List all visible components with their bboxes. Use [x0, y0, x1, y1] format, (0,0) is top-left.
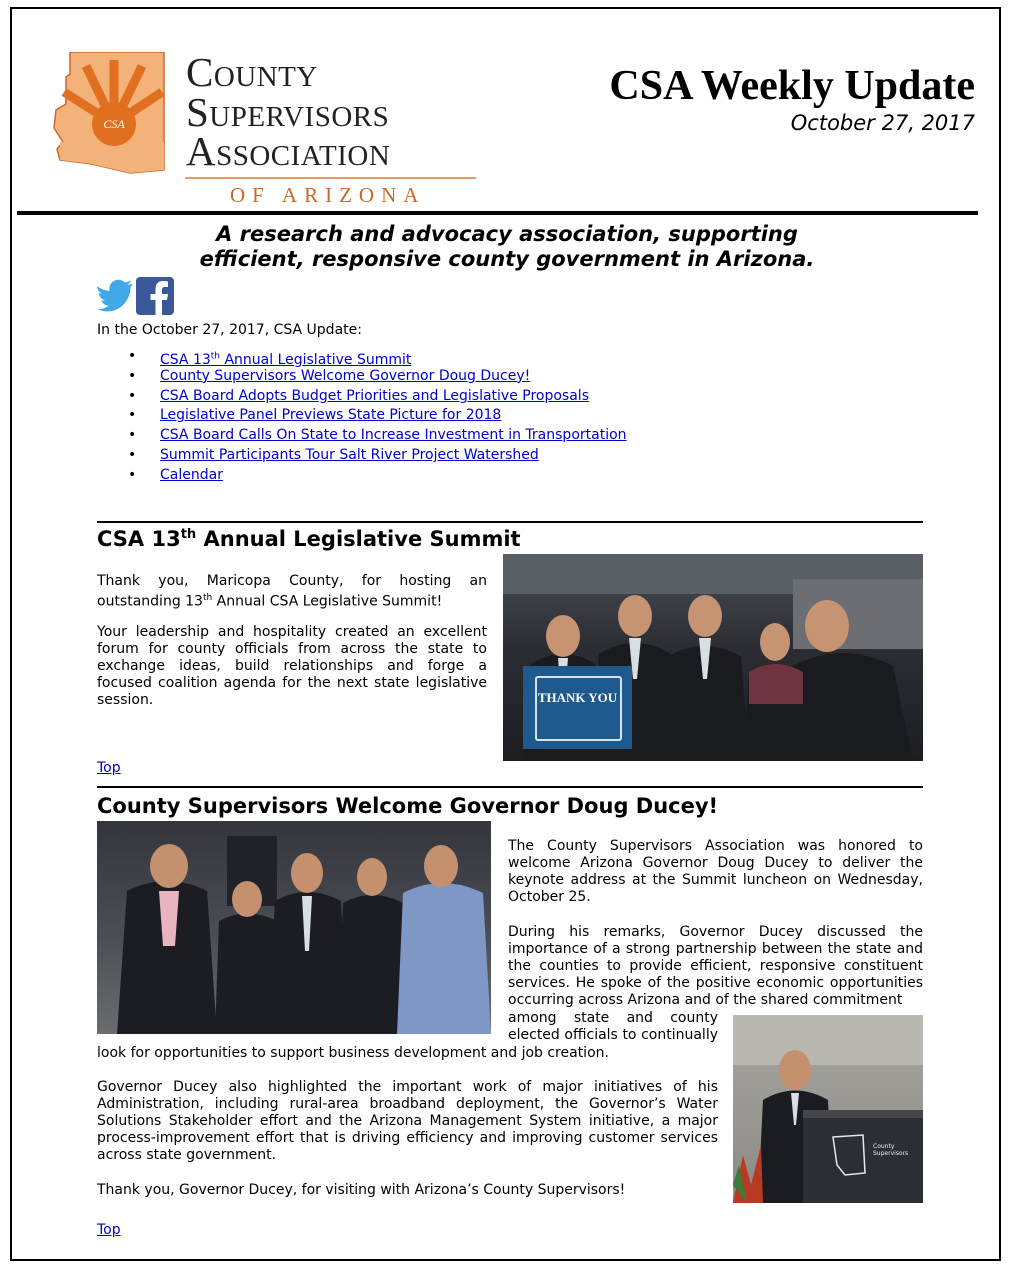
- podium-photo-scene: [733, 1015, 923, 1203]
- toc-intro: In the October 27, 2017, CSA Update:: [97, 322, 362, 338]
- newsletter-date: October 27, 2017: [790, 111, 975, 135]
- list-item: [97, 347, 627, 367]
- header-divider: [17, 211, 978, 215]
- governor-paragraph-4: Thank you, Governor Ducey, for visiting with Arizona’s County Supervisors!: [97, 1182, 626, 1198]
- logo-line-association: Association: [186, 128, 391, 174]
- logo-line-supervisors: Supervisors: [186, 89, 390, 135]
- tagline: [0, 222, 1014, 272]
- toc-link-summit[interactable]: CSA 13th Annual Legislative Summit: [160, 351, 412, 368]
- toc-link-budget[interactable]: CSA Board Adopts Budget Priorities and Legislative Proposals: [160, 387, 589, 404]
- logo-of-arizona: OF ARIZONA: [230, 183, 426, 207]
- governor-paragraph-2b: among state and county elected officials to continually: [508, 1010, 718, 1043]
- section-divider: [97, 521, 923, 523]
- list-item: [97, 367, 627, 387]
- list-item: [97, 426, 627, 446]
- governor-paragraph-2c: look for opportunities to support business development and job creation.: [97, 1045, 609, 1061]
- logo-divider: [185, 177, 476, 179]
- toc-list: [97, 347, 627, 486]
- logo-line-county: County: [186, 49, 318, 95]
- list-item: [97, 446, 627, 466]
- tagline-line-1: A research and advocacy association, supporting: [216, 222, 798, 246]
- section-divider: [97, 786, 923, 788]
- list-item: [97, 406, 627, 426]
- tagline-line-2: efficient, responsive county government in Arizona.: [199, 247, 815, 271]
- governor-photo-scene: [97, 821, 491, 1034]
- csa-logo: [52, 52, 170, 177]
- summit-paragraph-2: Your leadership and hospitality created an excellent forum for county officials from across the state to exchange ideas, build relationships and forge a focused coalition agenda for the next state legislative session.: [97, 624, 487, 708]
- governor-group-photo: [97, 821, 491, 1034]
- governor-paragraph-3: Governor Ducey also highlighted the important work of major initiatives of his Administration, including rural-area broadband deployment, the Governor’s Water Solutions Stakeholder effort and the Arizona Management System initiative, a major process-improvement effort that is driving efficiency and improving customer services across state government.: [97, 1079, 718, 1163]
- toc-link-panel[interactable]: Legislative Panel Previews State Picture for 2018: [160, 407, 502, 424]
- governor-paragraph-2a: During his remarks, Governor Ducey discussed the importance of a strong partnership between the state and the counties to provide efficient, responsive constituent services. He spoke of the positive economic opportunities occurring across Arizona and of the shared commitment: [508, 924, 923, 1008]
- toc-link-governor[interactable]: County Supervisors Welcome Governor Doug Ducey!: [160, 367, 531, 384]
- summit-paragraph-1: Thank you, Maricopa County, for hosting an outstanding 13th Annual CSA Legislative Summit!: [97, 573, 487, 610]
- thank-you-text: THANK YOU: [537, 690, 618, 705]
- summit-section-title: CSA 13th Annual Legislative Summit: [97, 527, 521, 551]
- governor-paragraph-1: The County Supervisors Association was honored to welcome Arizona Governor Doug Ducey to deliver the keynote address at the Summit luncheon on Wednesday, October 25.: [508, 838, 923, 905]
- newsletter-title: CSA Weekly Update: [609, 63, 975, 109]
- toc-link-transportation[interactable]: CSA Board Calls On State to Increase Investment in Transportation: [160, 427, 627, 444]
- governor-section-title: County Supervisors Welcome Governor Doug Ducey!: [97, 794, 719, 818]
- governor-top-link[interactable]: Top: [97, 1222, 121, 1238]
- list-item: [97, 466, 627, 486]
- facebook-icon[interactable]: [136, 277, 174, 315]
- summit-group-photo: [503, 554, 923, 761]
- list-item: [97, 387, 627, 407]
- governor-podium-photo: [733, 1015, 923, 1203]
- toc-link-calendar[interactable]: Calendar: [160, 466, 223, 483]
- twitter-icon[interactable]: [97, 277, 135, 315]
- podium-text: County Supervisors: [873, 1143, 909, 1157]
- thank-you-card: [523, 666, 632, 749]
- toc-link-watershed[interactable]: Summit Participants Tour Salt River Project Watershed: [160, 446, 539, 463]
- logo-badge-text: CSA: [103, 117, 125, 131]
- summit-top-link[interactable]: Top: [97, 760, 121, 776]
